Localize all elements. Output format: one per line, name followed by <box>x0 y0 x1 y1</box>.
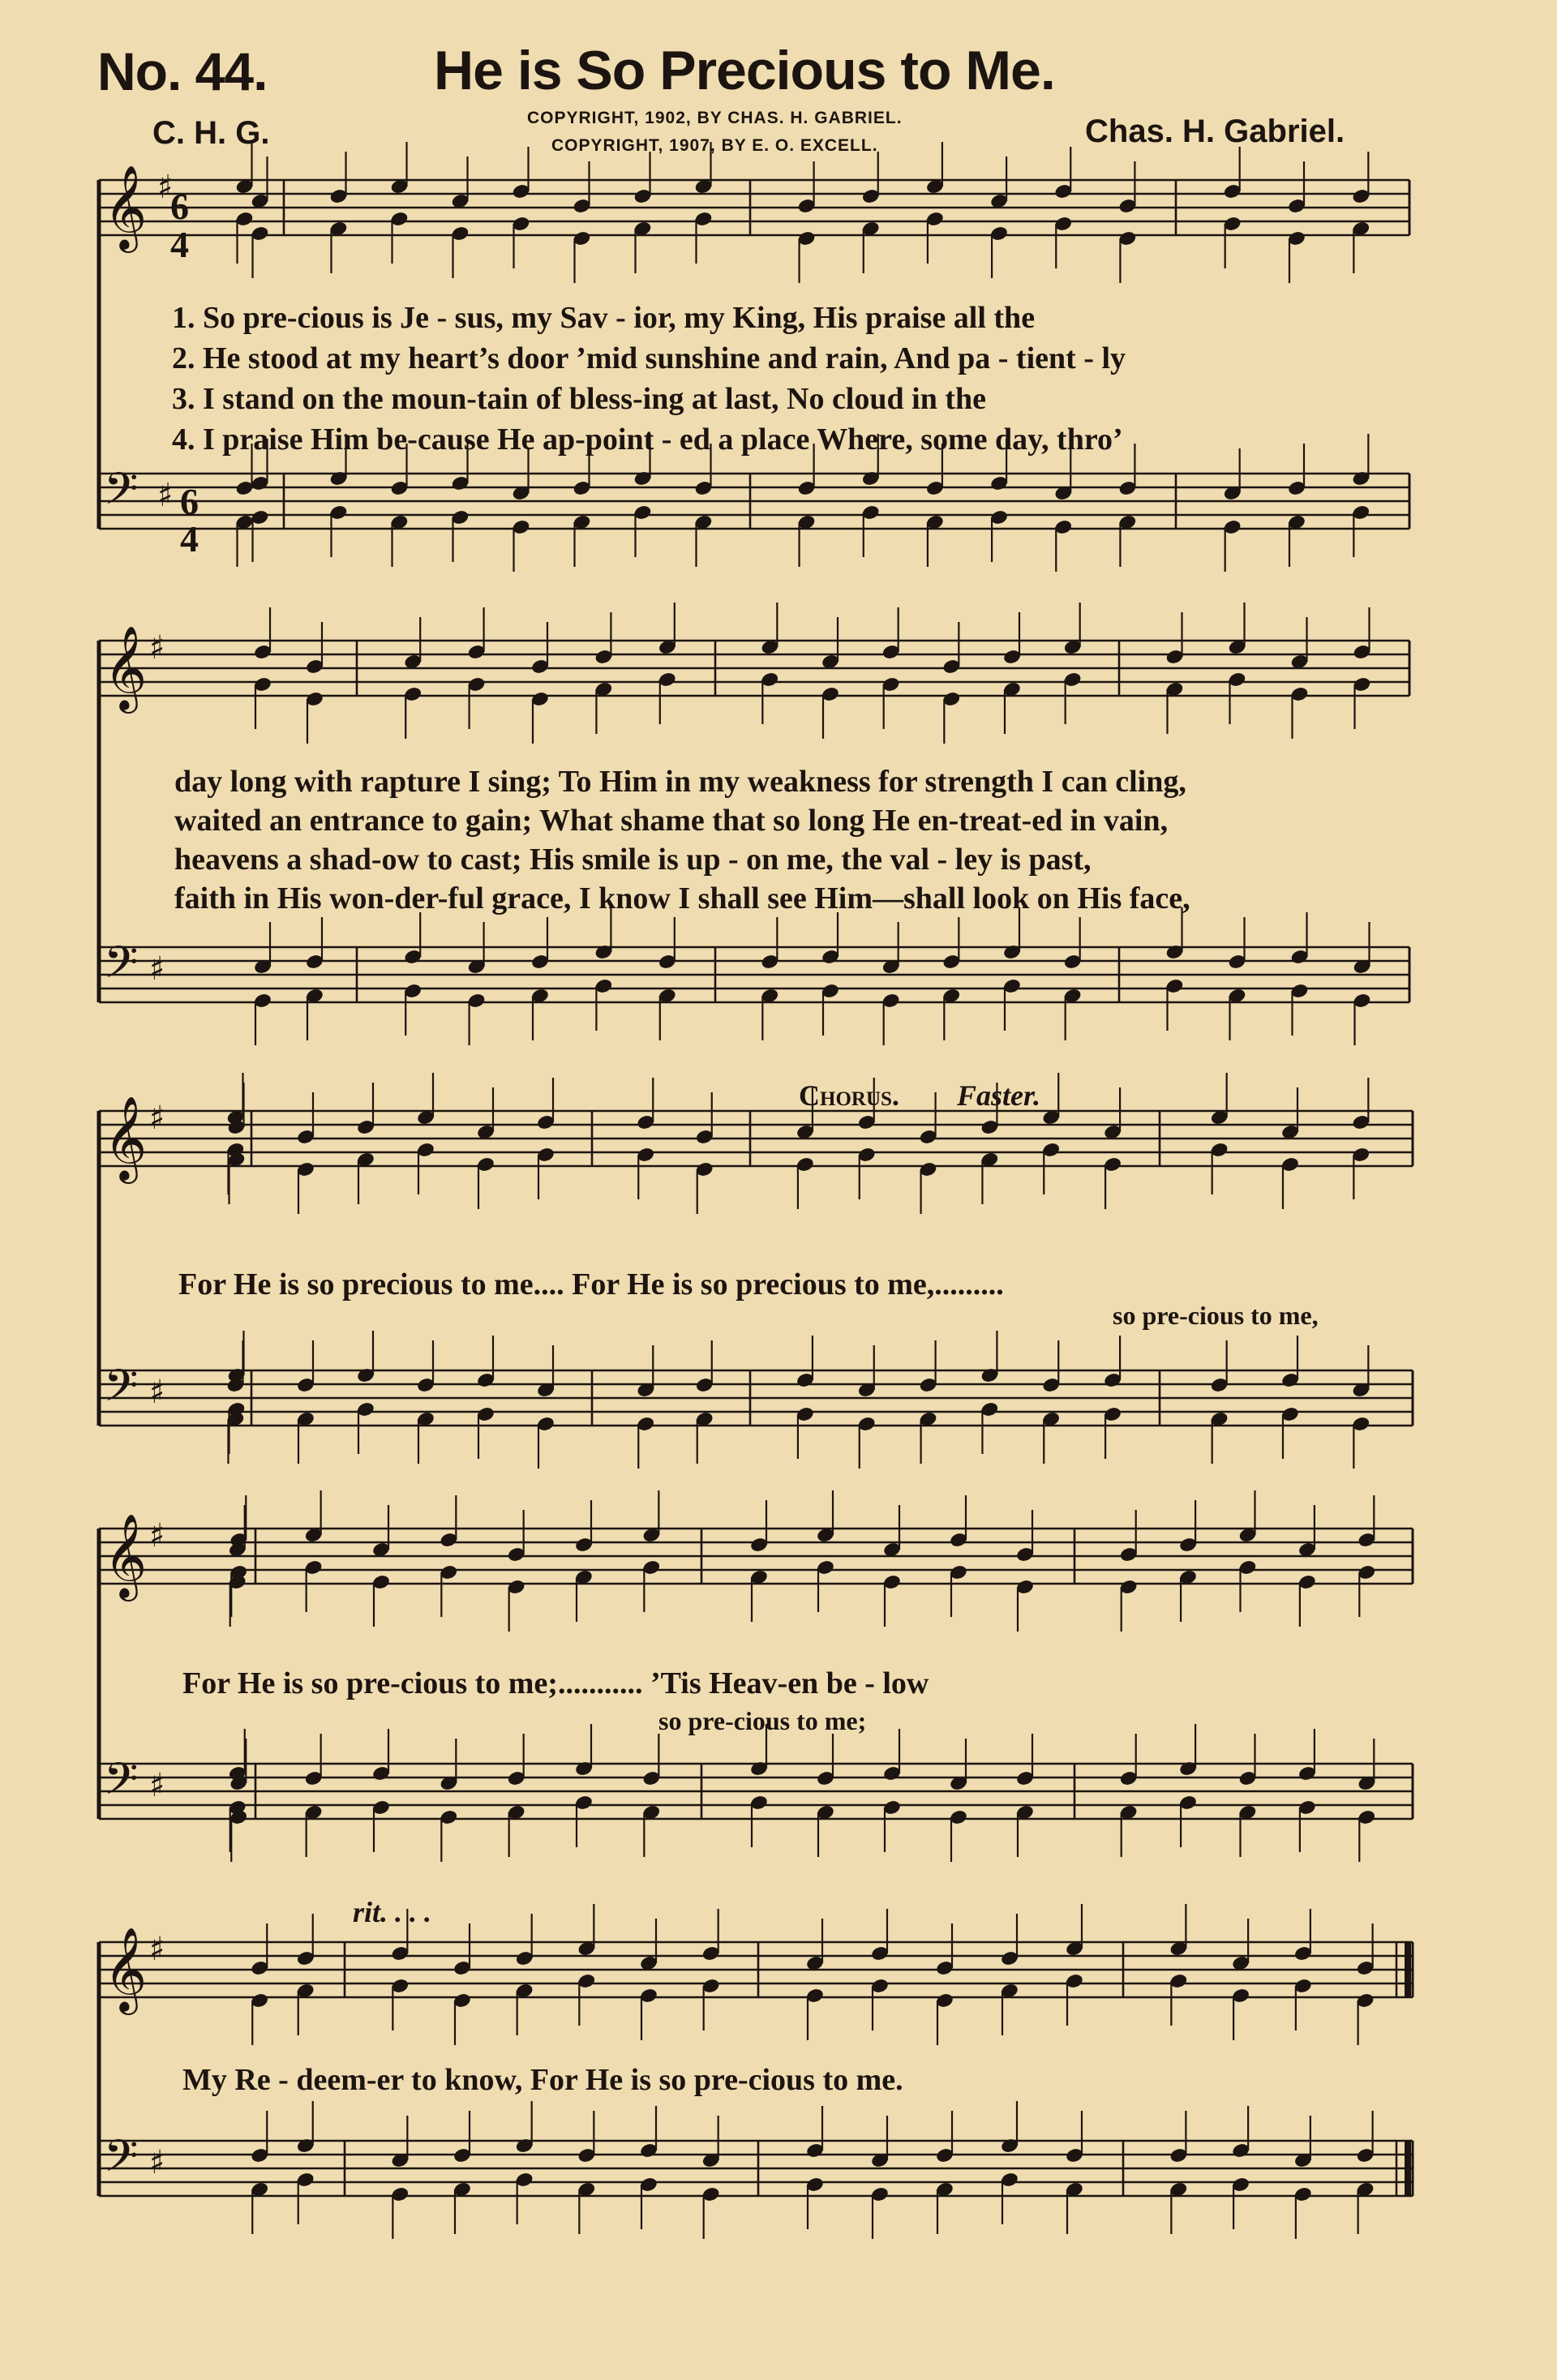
treble-clef-icon: 𝄞 <box>104 1927 148 2012</box>
verse-1-line-2: day long with rapture I sing; To Him in my weakness for strength I can cling, <box>174 765 1186 799</box>
bass-clef-icon: 𝄢 <box>104 1753 139 1816</box>
key-signature-sharp-icon: ♯ <box>149 2144 165 2181</box>
time-signature-bass-top: 6 <box>180 481 199 522</box>
verse-2-line-2: waited an entrance to gain; What shame that so long He en-treat-ed in vain, <box>174 804 1169 838</box>
treble-clef-icon: 𝄞 <box>104 625 148 710</box>
bass-clef-icon: 𝄢 <box>104 463 139 525</box>
copyright-line-2: COPYRIGHT, 1907, BY E. O. EXCELL. <box>551 136 878 155</box>
final-barline <box>1405 1942 1411 1997</box>
key-signature-sharp-icon: ♯ <box>149 950 165 988</box>
chorus-line-2-alto: so pre-cious to me; <box>658 1706 867 1735</box>
verse-2-line-1: 2. He stood at my heart’s door ’mid sunshine and rain, And pa - tient - ly <box>172 341 1126 375</box>
key-signature-sharp-icon: ♯ <box>157 169 174 206</box>
chorus-line-1-alto: so pre-cious to me, <box>1113 1301 1319 1330</box>
hymn-title: He is So Precious to Me. <box>434 40 1055 101</box>
chorus-line-2: For He is so pre-cious to me;........... ’Tis Heav-en be - low <box>182 1666 929 1700</box>
verse-4-line-2: faith in His won-der-ful grace, I know I shall see Him—shall look on His face, <box>174 881 1190 916</box>
time-signature-bass-bottom: 4 <box>180 518 199 560</box>
treble-clef-icon: 𝄞 <box>104 165 148 250</box>
composer: Chas. H. Gabriel. <box>1085 114 1345 149</box>
treble-clef-icon: 𝄞 <box>104 1096 148 1181</box>
treble-clef-icon: 𝄞 <box>104 1513 148 1598</box>
time-signature-treble-top: 6 <box>170 186 189 227</box>
copyright-line-1: COPYRIGHT, 1902, BY CHAS. H. GABRIEL. <box>527 109 903 127</box>
key-signature-sharp-icon: ♯ <box>149 1517 165 1555</box>
bass-clef-icon: 𝄢 <box>104 937 139 999</box>
tempo-marking: Faster. <box>957 1079 1041 1112</box>
key-signature-sharp-icon: ♯ <box>149 1100 165 1137</box>
verse-3-line-2: heavens a shad-ow to cast; His smile is up - on me, the val - ley is past, <box>174 843 1092 877</box>
ritardando-marking: rit. . . . <box>353 1896 432 1928</box>
lyricist: C. H. G. <box>152 115 270 151</box>
final-barline <box>1405 2141 1411 2196</box>
hymn-number: No. 44. <box>97 41 268 101</box>
key-signature-sharp-icon: ♯ <box>157 477 174 514</box>
key-signature-sharp-icon: ♯ <box>149 629 165 667</box>
chorus-label: Chorus. <box>799 1079 899 1112</box>
time-signature-treble-bottom: 4 <box>170 224 189 265</box>
key-signature-sharp-icon: ♯ <box>149 1767 165 1804</box>
key-signature-sharp-icon: ♯ <box>149 1931 165 1968</box>
bass-clef-icon: 𝄢 <box>104 2130 139 2193</box>
chorus-line-1: For He is so precious to me.... For He is so precious to me,......... <box>178 1267 1004 1301</box>
verse-4-line-1: 4. I praise Him be-cause He ap-point - ed a place Where, some day, thro’ <box>172 422 1123 457</box>
verse-1-line-1: 1. So pre-cious is Je - sus, my Sav - ior, my King, His praise all the <box>172 301 1036 335</box>
chorus-line-3: My Re - deem-er to know, For He is so pre-cious to me. <box>182 2063 903 2097</box>
verse-3-line-1: 3. I stand on the moun-tain of bless-ing at last, No cloud in the <box>172 382 986 416</box>
bass-clef-icon: 𝄢 <box>104 1360 139 1422</box>
key-signature-sharp-icon: ♯ <box>149 1374 165 1411</box>
